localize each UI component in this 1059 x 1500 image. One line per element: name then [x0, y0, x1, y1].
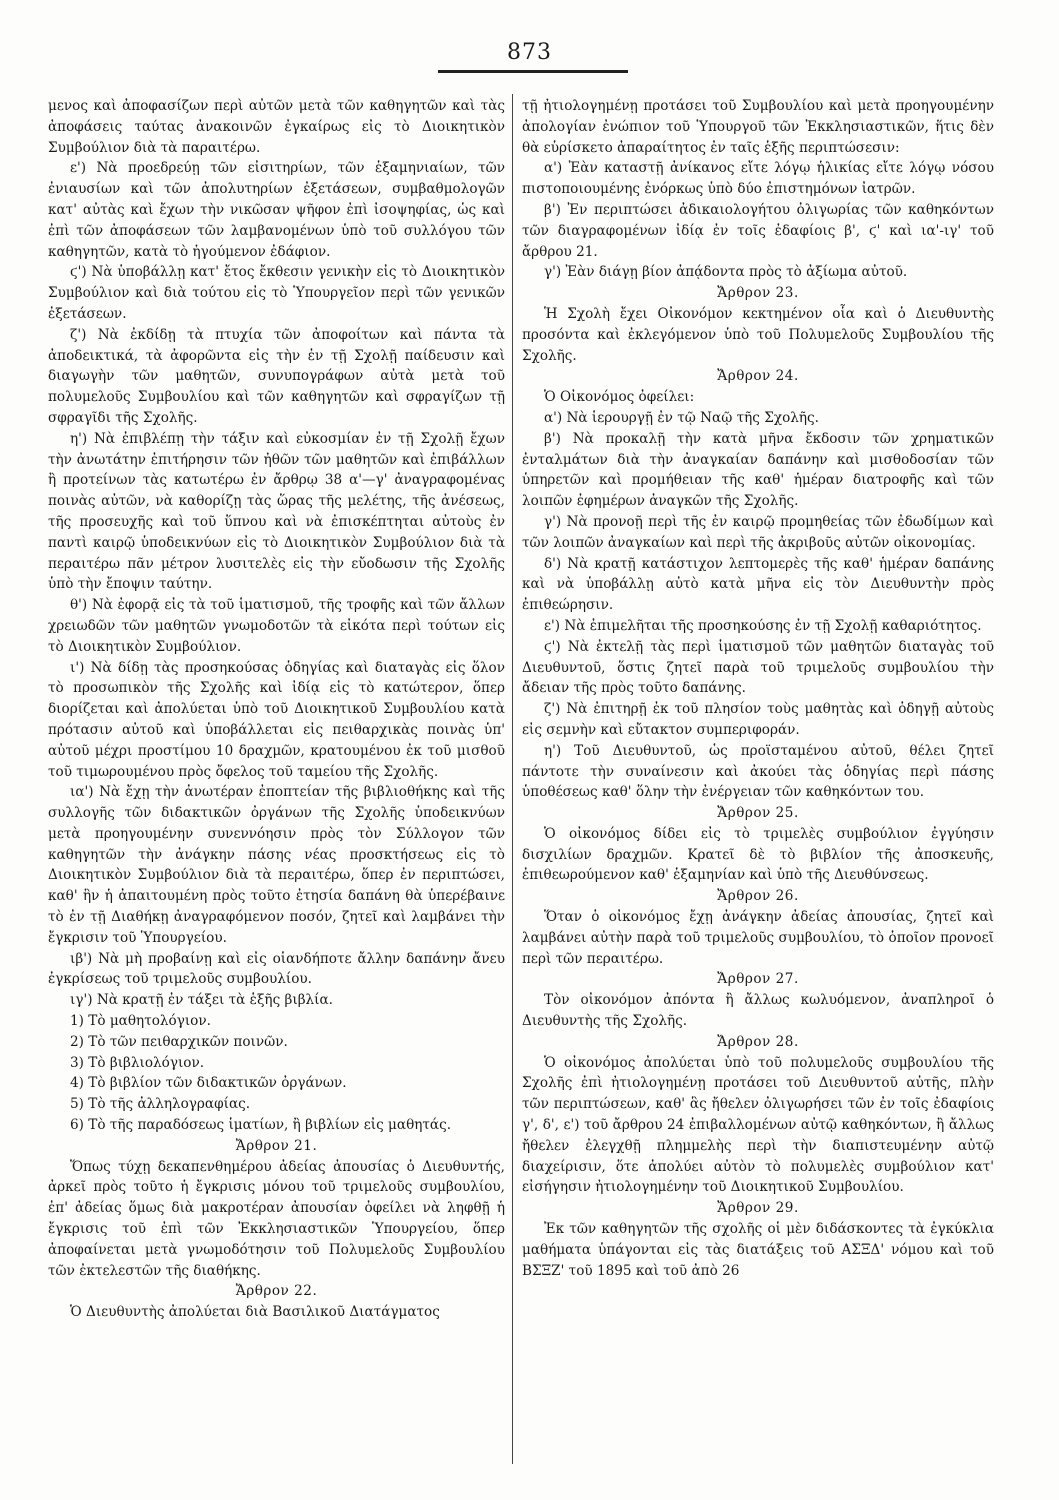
- paragraph: η') Νὰ ἐπιβλέπῃ τὴν τάξιν καὶ εὐκοσμίαν ἐν τῇ Σχολῇ ἔχων τὴν ἀνωτάτην ἐπιτήρησιν τῶν ἠθῶν τῶν μαθητῶν καὶ ἐπιβάλλων ἢ προτείνων τὰς κατωτέρω ἐν ἄρθρῳ 38 α'—γ' ἀναγραφομένας ποινὰς αὐτῶν, νὰ καθορίζῃ τὰς ὥρας τῆς μελέτης, τῆς ἀνέσεως, τῆς προσευχῆς καὶ τοῦ ὕπνου καὶ νὰ ἐπισκέπτηται αὐτοὺς ἐν παντὶ καιρῷ ὑποδεικνύων εἰς τὸ Διοικητικὸν Συμβούλιον διὰ τὰ περαιτέρω πᾶν μέτρον λυσιτελὲς εἰς τὴν εὔοδωσιν τῆς Σχολῆς ὑπὸ τὴν ἔποψιν ταύτην.: [48, 430, 505, 593]
- paragraph: δ') Νὰ κρατῇ κατάστιχον λεπτομερὲς τῆς καθ' ἡμέραν δαπάνης καὶ νὰ ὑποβάλλῃ αὐτὸ κατὰ μῆνα εἰς τὸν Διευθυντὴν πρὸς ἐπιθεώρησιν.: [522, 555, 994, 614]
- paragraph: ϛ') Νὰ ὑποβάλλῃ κατ' ἔτος ἔκθεσιν γενικὴν εἰς τὸ Διοικητικὸν Συμβούλιον καὶ διὰ τούτου εἰς τὸ Ὑπουργεῖον περὶ τῶν γενικῶν ἐξετάσεων.: [48, 264, 505, 322]
- paragraph: ϛ') Νὰ ἐκτελῇ τὰς περὶ ἱματισμοῦ τῶν μαθητῶν διαταγὰς τοῦ Διευθυντοῦ, ὅστις ζητεῖ παρὰ τοῦ τριμελοῦς συμβουλίου τὴν ἄδειαν τῆς πρὸς τοῦτο δαπάνης.: [522, 638, 994, 697]
- paragraph: β') Ἐν περιπτώσει ἀδικαιολογήτου ὀλιγωρίας τῶν καθηκόντων τῶν διαγραφομένων ἰδίᾳ ἐν τοῖς ἐδαφίοις β', ϛ' καὶ ια'-ιγ' τοῦ ἄρθρου 21.: [522, 201, 994, 260]
- right-column: [522, 96, 994, 1281]
- paragraph: β') Νὰ προκαλῇ τὴν κατὰ μῆνα ἔκδοσιν τῶν χρηματικῶν ἐνταλμάτων διὰ τὴν ἀναγκαίαν δαπάνην καὶ μισθοδοσίαν τῶν ὑπηρετῶν καὶ προμήθειαν τῆς καθ' ἡμέραν διατροφῆς καὶ τῶν λοιπῶν ἐφημέρων ἀναγκῶν τῆς Σχολῆς.: [522, 430, 994, 510]
- paragraph: γ') Νὰ προνοῇ περὶ τῆς ἐν καιρῷ προμηθείας τῶν ἐδωδίμων καὶ τῶν λοιπῶν ἀναγκαίων καὶ περὶ τῆς ἀκριβοῦς αὐτῶν οἰκονομίας.: [522, 513, 994, 551]
- paragraph: η') Τοῦ Διευθυντοῦ, ὡς προϊσταμένου αὐτοῦ, θέλει ζητεῖ πάντοτε τὴν συναίνεσιν καὶ ἀκούει τὰς ὁδηγίας περὶ πάσης ὑποθέσεως καθ' ὅλην τὴν ἐνέργειαν τῶν καθηκόντων του.: [522, 742, 994, 801]
- paragraph: Ὁ οἰκονόμος ἀπολύεται ὑπὸ τοῦ πολυμελοῦς συμβουλίου τῆς Σχολῆς ἐπὶ ἠτιολογημένῃ προτάσει τοῦ Διευθυντοῦ αὐτῆς, πλὴν τῶν περιπτώσεων, καθ' ἃς ἤθελεν ὀλιγωρήσει τῶν ἐν τοῖς ἐδαφίοις γ', δ', ε') τοῦ ἄρθρου 24 ἐπιβαλλομένων αὐτῷ καθηκόντων, ἢ ἄλλως ἤθελεν ἐλεγχθῇ πλημμελὴς περὶ τὴν διαπιστευμένην αὐτῷ διαχείρισιν, ὅτε ἀπολύει αὐτὸν τὸ πολυμελὲς συμβούλιον κατ' εἰσήγησιν ἠτιολογημένην τοῦ Διοικητικοῦ Συμβουλίου.: [522, 1054, 994, 1196]
- paragraph: θ') Νὰ ἐφορᾷ εἰς τὰ τοῦ ἱματισμοῦ, τῆς τροφῆς καὶ τῶν ἄλλων χρειωδῶν τῶν μαθητῶν γνωμοδοτῶν τὰ εἰκότα περὶ τούτων εἰς τὸ Διοικητικὸν Συμβούλιον.: [48, 597, 505, 655]
- paragraph: ε') Νὰ προεδρεύῃ τῶν εἰσιτηρίων, τῶν ἑξαμηνιαίων, τῶν ἐνιαυσίων καὶ τῶν ἀπολυτηρίων ἐξετάσεων, συμβαθμολογῶν κατ' αὐτὰς καὶ ἔχων τὴν νικῶσαν ψῆφον ἐπὶ ἰσοψηφίας, ὡς καὶ ἐπὶ τῶν ἀποφάσεων τῶν λαμβανομένων ὑπὸ τοῦ συλλόγου τῶν καθηγητῶν, κατὰ τὸ ἡγούμενον ἐδάφιον.: [48, 160, 505, 260]
- column-divider: [512, 94, 513, 1464]
- paragraph: Ἡ Σχολὴ ἔχει Οἰκονόμον κεκτημένον οἷα καὶ ὁ Διευθυντὴς προσόντα καὶ ἐκλεγόμενον ὑπὸ τοῦ Πολυμελοῦς Συμβουλίου τῆς Σχολῆς.: [522, 305, 994, 364]
- list-item: 2) Τὸ τῶν πειθαρχικῶν ποινῶν.: [70, 1033, 288, 1050]
- paragraph: Ὁ οἰκονόμος δίδει εἰς τὸ τριμελὲς συμβούλιον ἐγγύησιν δισχιλίων δραχμῶν. Κρατεῖ δὲ τὸ βιβλίον τῆς ἀποσκευῆς, ἐπιθεωρούμενον καθ' ἑξαμηνίαν καὶ ὑπὸ τῆς Διευθύνσεως.: [522, 825, 994, 884]
- list-item: 6) Τὸ τῆς παραδόσεως ἱματίων, ἢ βιβλίων εἰς μαθητάς.: [70, 1117, 452, 1134]
- paragraph: Ὅταν ὁ οἰκονόμος ἔχῃ ἀνάγκην ἀδείας ἀπουσίας, ζητεῖ καὶ λαμβάνει αὐτὴν παρὰ τοῦ τριμελοῦς συμβουλίου, τὸ ὁποῖον προνοεῖ περὶ τῶν περαιτέρω.: [522, 909, 994, 967]
- paragraph: μενος καὶ ἀποφασίζων περὶ αὐτῶν μετὰ τῶν καθηγητῶν καὶ τὰς ἀποφάσεις ταύτας ἀνακοινῶν ἐγκαίρως εἰς τὸ Διοικητικὸν Συμβούλιον διὰ τὰ παραιτέρω.: [48, 98, 505, 156]
- paragraph: ιγ') Νὰ κρατῇ ἐν τάξει τὰ ἑξῆς βιβλία.: [70, 992, 334, 1009]
- paragraph: α') Ἐὰν καταστῇ ἀνίκανος εἴτε λόγῳ ἡλικίας εἴτε λόγῳ νόσου πιστοποιουμένης ἐνόρκως ὑπὸ δύο ἐπιστημόνων ἰατρῶν.: [522, 160, 994, 198]
- paragraph: α') Νὰ ἱερουργῇ ἐν τῷ Ναῷ τῆς Σχολῆς.: [544, 409, 819, 426]
- article-heading: Ἄρθρον 29.: [717, 1200, 799, 1217]
- paragraph: τῇ ἠτιολογημένῃ προτάσει τοῦ Συμβουλίου καὶ μετὰ προηγουμένην ἀπολογίαν ἐνώπιον τοῦ Ὑπουργοῦ τῶν Ἐκκλησιαστικῶν, ἥτις δὲν θὰ εὑρίσκετο ἀπαραίτητος ἐν ταῖς ἑξῆς περιπτώσεσιν:: [522, 98, 994, 156]
- list-item: 3) Τὸ βιβλιολόγιον.: [70, 1054, 205, 1071]
- header-rule: [438, 70, 628, 73]
- list-item: 1) Τὸ μαθητολόγιον.: [70, 1013, 211, 1030]
- paragraph: ι') Νὰ δίδῃ τὰς προσηκούσας ὁδηγίας καὶ διαταγὰς εἰς ὅλον τὸ προσωπικὸν τῆς Σχολῆς καὶ ἰδίᾳ εἰς τὸ κατώτερον, ὅπερ διορίζεται καὶ ἀπολύεται ὑπὸ τοῦ Διοικητικοῦ Συμβουλίου κατὰ πρότασιν αὐτοῦ καὶ ὑποβάλλεται εἰς πειθαρχικὰς ποινὰς ὑπ' αὐτοῦ μέχρι προστίμου 10 δραχμῶν, κρατουμένου ἐκ τοῦ μισθοῦ τοῦ τιμωρουμένου πρὸς ὄφελος τοῦ ταμείου τῆς Σχολῆς.: [48, 659, 505, 780]
- article-heading: Ἄρθρον 26.: [717, 888, 799, 905]
- article-heading: Ἄρθρον 24.: [717, 368, 799, 385]
- paragraph: γ') Ἐὰν διάγῃ βίον ἀπᾴδοντα πρὸς τὸ ἀξίωμα αὐτοῦ.: [544, 264, 908, 281]
- paragraph: ε') Νὰ ἐπιμελῆται τῆς προσηκούσης ἐν τῇ Σχολῇ καθαριότητος.: [544, 617, 982, 634]
- page-number: 873: [507, 40, 552, 65]
- paragraph: ζ') Νὰ ἐκδίδῃ τὰ πτυχία τῶν ἀποφοίτων καὶ πάντα τὰ ἀποδεικτικά, τὰ ἀφορῶντα εἰς τὴν ἐν τῇ Σχολῇ παίδευσιν καὶ διαγωγὴν τῶν μαθητῶν, συνυπογράφων αὐτὰ μετὰ τοῦ πολυμελοῦς Συμβουλίου καὶ τῶν καθηγητῶν καὶ σφραγίζων τῇ σφραγῖδι τῆς Σχολῆς.: [48, 326, 505, 426]
- paragraph: Τὸν οἰκονόμον ἀπόντα ἢ ἄλλως κωλυόμενον, ἀναπληροῖ ὁ Διευθυντὴς τῆς Σχολῆς.: [522, 992, 994, 1030]
- left-column: [48, 96, 505, 1323]
- article-heading: Ἄρθρον 27.: [717, 971, 799, 988]
- paragraph: Ἐκ τῶν καθηγητῶν τῆς σχολῆς οἱ μὲν διδάσκοντες τὰ ἐγκύκλια μαθήματα ὑπάγονται εἰς τὰς διατάξεις τοῦ ΑΣΞΔ' νόμου καὶ τοῦ ΒΣΞΖ' τοῦ 1895 καὶ τοῦ ἀπὸ 26: [522, 1221, 994, 1279]
- paragraph: ζ') Νὰ ἐπιτηρῇ ἐκ τοῦ πλησίον τοὺς μαθητὰς καὶ ὁδηγῇ αὐτοὺς εἰς σεμνὴν καὶ εὔτακτον συμπεριφοράν.: [522, 701, 994, 738]
- paragraph: ια') Νὰ ἔχῃ τὴν ἀνωτέραν ἐποπτείαν τῆς βιβλιοθήκης καὶ τῆς συλλογῆς τῶν διδακτικῶν ὀργάνων τῆς Σχολῆς ὑποδεικνύων μετὰ προηγουμένην συνεννόησιν πρὸς τὸν Σύλλογον τῶν καθηγητῶν τὴν ἀνάγκην πάσης νέας προσκτήσεως εἰς τὸ Διοικητικὸν Συμβούλιον διὰ τὰ περαιτέρω, ὅπερ ἐν περιπτώσει, καθ' ἣν ἡ ἀπαιτουμένη πρὸς τοῦτο ἐτησία δαπάνη θὰ ὑπερέβαινε τὸ ἐν τῇ Διαθήκῃ ἀναγραφόμενον ποσόν, ζητεῖ καὶ λαμβάνει τὴν ἔγκρισιν τοῦ Ὑπουργείου.: [48, 784, 505, 946]
- paragraph: Ὁ Διευθυντὴς ἀπολύεται διὰ Βασιλικοῦ Διατάγματος: [70, 1304, 440, 1321]
- paragraph: Ὅπως τύχῃ δεκαπενθημέρου ἀδείας ἀπουσίας ὁ Διευθυντής, ἀρκεῖ πρὸς τοῦτο ἡ ἔγκρισις μόνου τοῦ τριμελοῦς συμβουλίου, ἐπ' ἀδείας ὅμως διὰ μακροτέραν ἀπουσίαν ὀφείλει νὰ ληφθῇ ἡ ἔγκρισις τοῦ ἐπὶ τῶν Ἐκκλησιαστικῶν Ὑπουργείου, ὅπερ ἀποφαίνεται μετὰ γνωμοδότησιν τοῦ Πολυμελοῦς Συμβουλίου τῶν ἐκτελεστῶν τῆς διαθήκης.: [48, 1158, 505, 1279]
- paragraph: ιβ') Νὰ μὴ προβαίνῃ καὶ εἰς οἱανδήποτε ἄλλην δαπάνην ἄνευ ἐγκρίσεως τοῦ τριμελοῦς συμβουλίου.: [48, 950, 505, 988]
- article-heading: Ἄρθρον 28.: [717, 1033, 799, 1050]
- paragraph: Ὁ Οἰκονόμος ὀφείλει:: [544, 389, 695, 406]
- list-item: 4) Τὸ βιβλίον τῶν διδακτικῶν ὀργάνων.: [70, 1075, 347, 1092]
- article-heading: Ἄρθρον 21.: [235, 1137, 318, 1154]
- article-heading: Ἄρθρον 23.: [717, 285, 799, 302]
- article-heading: Ἄρθρον 25.: [717, 805, 799, 822]
- list-item: 5) Τὸ τῆς ἀλληλογραφίας.: [70, 1096, 251, 1113]
- article-heading: Ἄρθρον 22.: [235, 1283, 318, 1300]
